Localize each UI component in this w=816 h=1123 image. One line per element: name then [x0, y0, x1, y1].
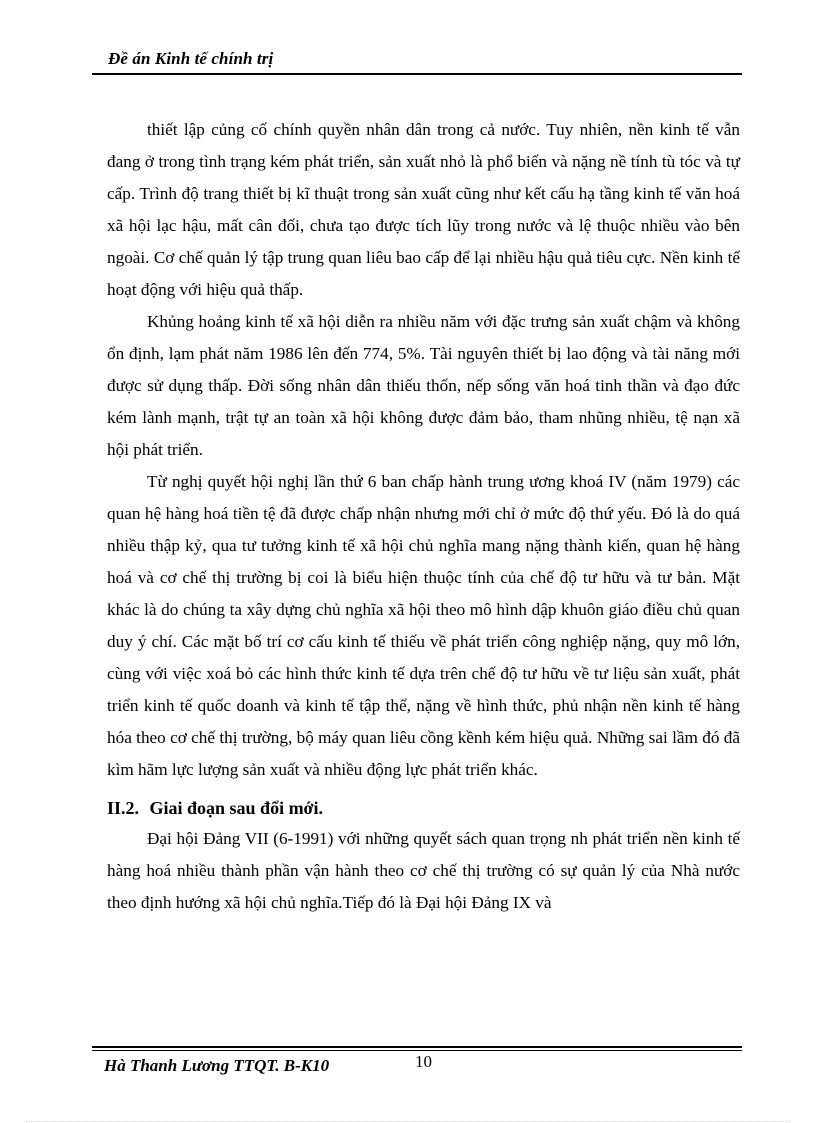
footer-rule-thin — [92, 1050, 742, 1051]
section-title: Giai đoạn sau đổi mới. — [149, 798, 324, 818]
page-header — [92, 47, 742, 75]
section-number: II.2. — [107, 798, 140, 818]
section-paragraph: Đại hội Đảng VII (6-1991) với những quyết sách quan trọng nh phát triển nền kinh tế hàng hoá nhiều thành phần vận hành theo cơ chế thị trường có sự quản lý của Nhà nước theo định hướng xã hội chủ nghĩa.Tiếp đó là Đại hội Đảng IX và — [107, 829, 740, 912]
page-edge-divider — [26, 1121, 790, 1122]
footer-author: Hà Thanh Lương TTQT. B-K10 — [104, 1056, 330, 1075]
paragraph-3: Từ nghị quyết hội nghị lần thứ 6 ban chấp hành trung ương khoá IV (năm 1979) các quan hệ hàng hoá tiền tệ đã được chấp nhận nhưng mới chỉ ở mức độ thứ yếu. Đó là do quá nhiều thập kỷ, qua tư tưởng kinh tế xã hội chủ nghĩa mang nặng thành kiến, quan hệ hàng hoá và cơ chế thị trường bị coi là biểu hiện thuộc tính của chế độ tư hữu và tư bản. Mặt khác là do chúng ta xây dựng chủ nghĩa xã hội theo mô hình dập khuôn giáo điều chủ quan duy ý chí. Các mặt bố trí cơ cấu kinh tế thiếu về phát triển công nghiệp nặng, quy mô lớn, cùng với việc xoá bỏ các hình thức kinh tế dựa trên chế độ tư hữu về tư liệu sản xuất, phát triển kinh tế quốc doanh và kinh tế tập thể, nặng về hình thức, phủ nhận nền kinh tế hàng hóa theo cơ chế thị trường, bộ máy quan liêu cồng kềnh kém hiệu quả. Những sai lầm đó đã kìm hãm lực lượng sản xuất và nhiều động lực phát triển khác. — [107, 472, 740, 779]
paragraph-2: Khủng hoảng kinh tế xã hội diễn ra nhiều năm với đặc trưng sản xuất chậm và không ổn định, lạm phát năm 1986 lên đến 774, 5%. Tài nguyên thiết bị lao động và tài năng mới được sử dụng thấp. Đời sống nhân dân thiếu thốn, nếp sống văn hoá tinh thần và đạo đức kém lành mạnh, trật tự an toàn xã hội không được đảm bảo, tham nhũng nhiều, tệ nạn xã hội phát triển. — [107, 312, 740, 459]
page-number: 10 — [415, 1052, 432, 1071]
footer-rule — [92, 1046, 742, 1048]
page-footer — [92, 1046, 742, 1075]
paragraph-1: thiết lập củng cố chính quyền nhân dân trong cả nước. Tuy nhiên, nền kinh tế vẫn đang ở trong tình trạng kém phát triển, sản xuất nhỏ là phổ biến và nặng nề tính tù tóc và tự cấp. Trình độ trang thiết bị kĩ thuật trong sản xuất cũng như kết cấu hạ tầng kinh tế văn hoá xã hội lạc hậu, mất cân đối, chưa tạo được tích lũy trong nước và lệ thuộc nhiều vào bên ngoài. Cơ chế quản lý tập trung quan liêu bao cấp để lại nhiều hậu quả tiêu cực. Nền kinh tế hoạt động với hiệu quả thấp. — [107, 120, 740, 299]
header-title: Đề án Kinh tế chính trị — [108, 49, 274, 68]
section-heading — [107, 793, 740, 823]
document-body — [107, 114, 740, 919]
